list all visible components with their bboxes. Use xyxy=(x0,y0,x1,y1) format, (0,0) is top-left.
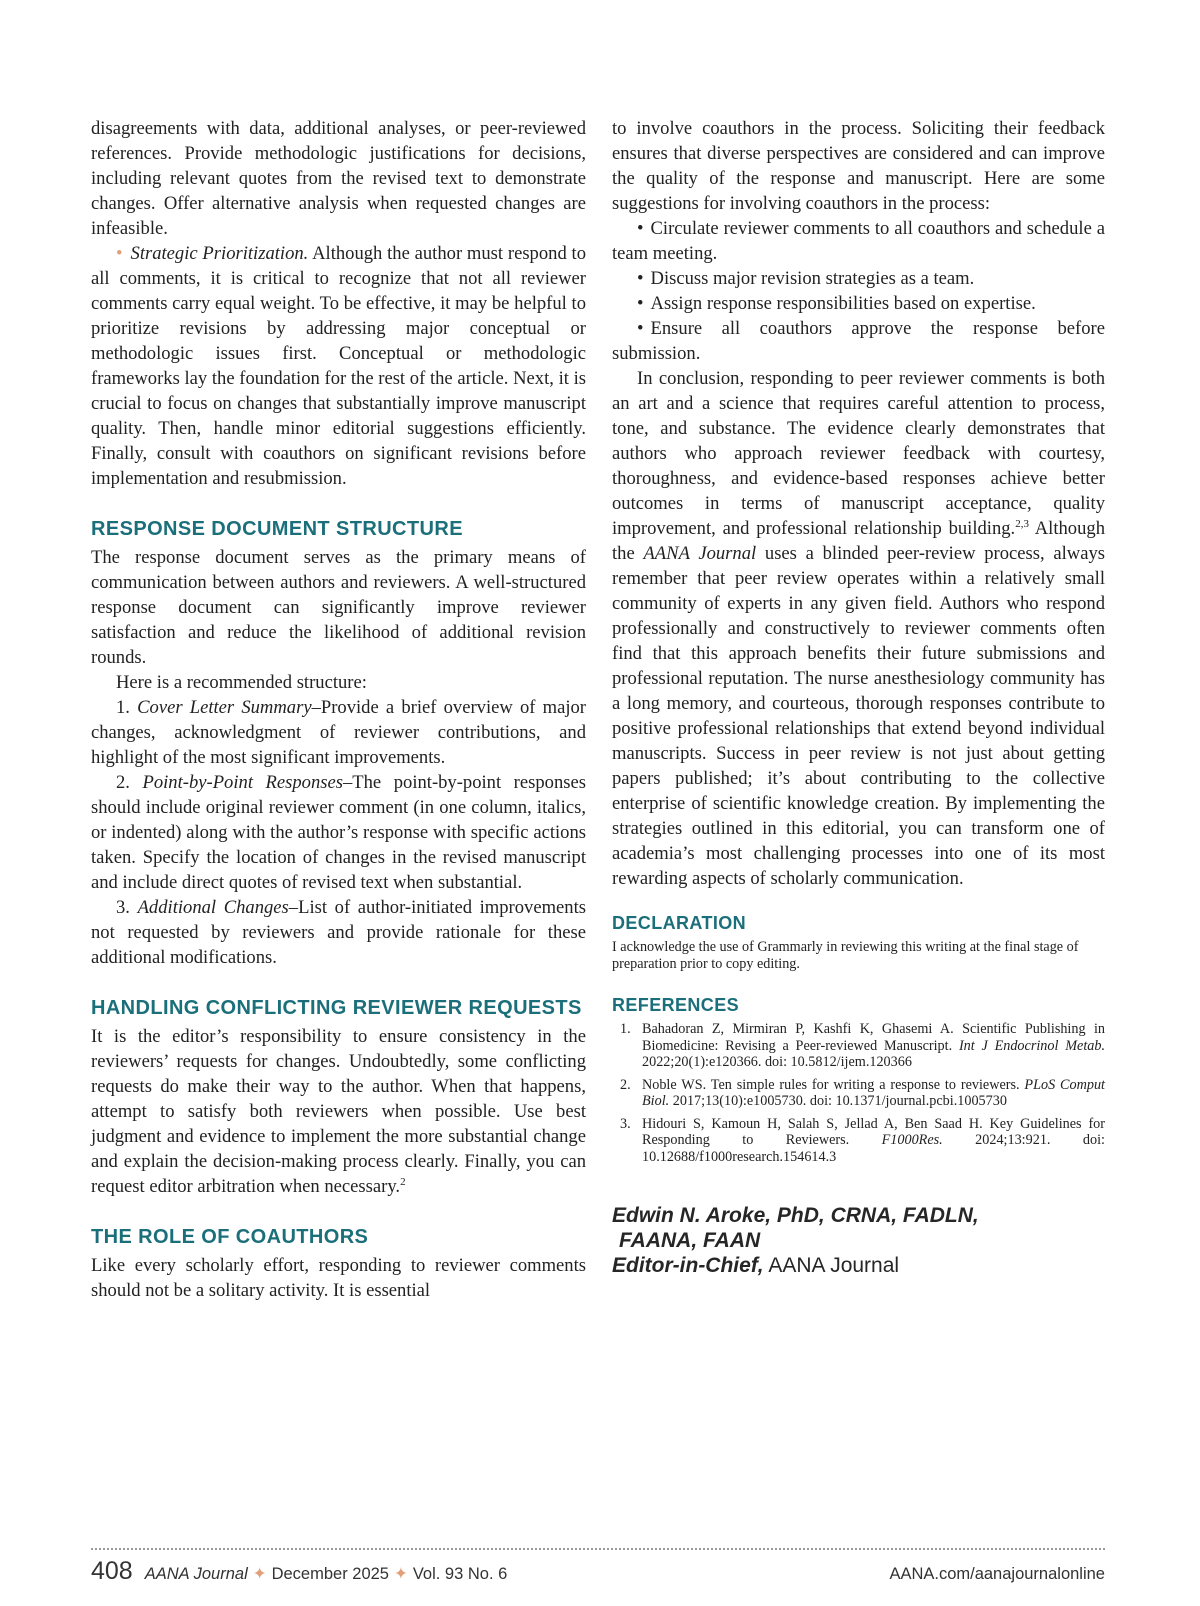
journal-name: AANA Journal xyxy=(643,543,757,564)
paragraph-text: In conclusion, responding to peer reviewer comments is both an art and a science that requires careful attention to process, tone, and substance. The evidence clearly demonstrates that authors who approach reviewer feedback with courtesy, thoroughness, and evidence-based responses achieve better outcomes in terms of manuscript acceptance, quality improvement, and professional relationship building. xyxy=(612,368,1105,539)
paragraph-text: uses a blinded peer-review process, always remember that peer review operates within a relatively small community of experts in any given field. Authors who respond professionally and constructively to reviewer comments often find that this approach benefits their future submissions and professional reputation. The nurse anesthesiology community has a long memory, and courteous, thorough responses contribute to positive professional relationships that extend beyond individual manuscripts. Success in peer review is not just about getting papers published; it’s about contributing to the collective enterprise of scientific knowledge creation. By implementing the strategies outlined in this editorial, you can transform one of academia’s most challenging processes into one of its most rewarding aspects of scholarly communication. xyxy=(612,543,1105,889)
list-item-text: –The point-by-point responses should include original reviewer comment (in one column, italics, or indented) along with the author’s response with specific actions taken. Specify the location of changes in the revised manuscript and include direct quotes of revised text when substantial. xyxy=(91,772,586,893)
footer-url: AANA.com/aanajournalonline xyxy=(889,1565,1105,1583)
reference-text: 2017;13(10):e1005730. doi: 10.1371/journal.pcbi.1005730 xyxy=(669,1093,1007,1109)
reference-number: 3. xyxy=(620,1115,631,1132)
reference-item xyxy=(612,1077,1105,1110)
heading-response-structure: RESPONSE DOCUMENT STRUCTURE xyxy=(91,518,463,540)
reference-text: Noble WS. Ten simple rules for writing a response to reviewers. xyxy=(642,1076,1025,1093)
reference-text: Hidouri S, Kamoun H, Salah S, Jellad A, Ben Saad H. Key Guidelines for Responding to Reviewers. xyxy=(642,1115,1105,1148)
bullet-item: • Circulate reviewer comments to all coauthors and schedule a team meeting. xyxy=(612,216,1105,266)
paragraph: to involve coauthors in the process. Soliciting their feedback ensures that diverse perspectives are considered and can improve the quality of the response and manuscript. Here are some suggestions for involving coauthors in the process: xyxy=(612,118,1105,214)
list-item-text: –Provide a brief overview of major changes, acknowledgment of reviewer contributions, and highlight of the most significant improvements. xyxy=(91,697,586,768)
footer-journal: AANA Journal xyxy=(144,1565,248,1583)
reference-text: Bahadoran Z, Mirmiran P, Kashfi K, Ghasemi A. Scientific Publishing in Biomedicine: Revising a Peer-reviewed Manuscript. xyxy=(642,1021,1105,1054)
bullet-item: • Assign response responsibilities based on expertise. xyxy=(612,291,1105,316)
list-item-text: –List of author-initiated improvements not requested by reviewers and provide rationale for these additional modifications. xyxy=(91,897,587,968)
paragraph: Like every scholarly effort, responding to reviewer comments should not be a solitary activity. It is essential xyxy=(91,1255,586,1301)
list-item xyxy=(91,770,586,895)
author-name: Edwin N. Aroke, PhD, CRNA, FADLN, xyxy=(612,1204,979,1227)
strategic-prioritization-paragraph xyxy=(91,241,586,491)
signature-block xyxy=(612,1203,1105,1278)
bullet-item: • Ensure all coauthors approve the response before submission. xyxy=(612,316,1105,366)
paragraph-text: It is the editor’s responsibility to ensure consistency in the reviewers’ requests for changes. Undoubtedly, some conflicting requests do make their way to the author. When that happens, attempt to satisfy both reviewers when possible. Use best judgment and evidence to implement the more substantial change and explain the decision-making process clearly. Finally, you can request editor arbitration when necessary. xyxy=(91,1026,586,1197)
plus-icon: ✦ xyxy=(252,1565,267,1583)
list-number: 3. xyxy=(116,897,138,918)
heading-conflicting-requests: HANDLING CONFLICTING REVIEWER REQUESTS xyxy=(91,997,582,1019)
list-item-title: Cover Letter Summary xyxy=(137,697,312,718)
right-column xyxy=(612,116,1105,1278)
list-item xyxy=(91,695,586,770)
reference-number: 1. xyxy=(620,1021,631,1037)
heading-references: REFERENCES xyxy=(612,995,740,1015)
reference-item xyxy=(612,1021,1105,1071)
reference-journal: PLoS Comput Biol. xyxy=(642,1076,1105,1109)
author-journal: AANA Journal xyxy=(763,1254,900,1277)
paragraph: The response document serves as the primary means of communication between authors and reviewers. A well-structured response document can significantly improve reviewer satisfaction and reduce the likelihood of additional revision rounds. xyxy=(91,547,586,668)
footer-divider xyxy=(91,1548,1105,1550)
page-footer xyxy=(91,1557,1105,1586)
paragraph: disagreements with data, additional analyses, or peer-reviewed references. Provide methodologic justifications for decisions, including relevant quotes from the revised text to demonstrate changes. Offer alternative analysis when requested changes are infeasible. xyxy=(91,118,586,239)
author-credentials: FAANA, FAAN xyxy=(619,1229,761,1252)
reference-text: 2022;20(1):e120366. doi: 10.5812/ijem.120366 xyxy=(642,1054,912,1070)
list-item-title: Additional Changes xyxy=(137,897,289,918)
list-number: 1. xyxy=(116,697,138,718)
list-number: 2. xyxy=(116,772,143,793)
plus-icon: ✦ xyxy=(393,1565,408,1583)
citation-superscript: 2 xyxy=(400,1175,406,1188)
paragraph-text: Although the author must respond to all comments, it is critical to recognize that not all reviewer comments carry equal weight. To be effective, it may be helpful to prioritize revisions by addressing major conceptual or methodologic issues first. Conceptual or methodologic frameworks lay the foundation for the rest of the article. Next, it is crucial to focus on changes that substantially improve manuscript quality. Then, handle minor editorial suggestions efficiently. Finally, consult with coauthors on significant revisions before implementation and resubmission. xyxy=(91,243,586,489)
heading-role-of-coauthors: THE ROLE OF COAUTHORS xyxy=(91,1226,369,1248)
footer-volume: Vol. 93 No. 6 xyxy=(412,1565,508,1583)
bullet-item: • Discuss major revision strategies as a team. xyxy=(612,266,1105,291)
list-item-title: Point-by-Point Responses xyxy=(142,772,343,793)
reference-item xyxy=(612,1116,1105,1166)
reference-number: 2. xyxy=(620,1076,631,1093)
strategic-prioritization-title: Strategic Prioritization. xyxy=(130,243,309,264)
left-column xyxy=(91,116,586,1303)
conclusion-paragraph xyxy=(612,366,1105,891)
paragraph: Here is a recommended structure: xyxy=(116,672,367,693)
page-number: 408 xyxy=(91,1557,133,1585)
reference-journal: Int J Endocrinol Metab. xyxy=(958,1037,1105,1054)
list-item xyxy=(91,895,586,970)
paragraph-text: Although the xyxy=(612,518,1105,564)
reference-text: 2024;13:921. doi: 10.12688/f1000research.154614.3 xyxy=(642,1132,1105,1165)
citation-superscript: 2,3 xyxy=(1015,517,1029,530)
bullet-dot-icon xyxy=(116,243,131,264)
reference-journal: F1000Res. xyxy=(881,1132,943,1148)
author-title: Editor-in-Chief, xyxy=(612,1254,764,1277)
heading-declaration: DECLARATION xyxy=(612,913,747,933)
footer-date: December 2025 xyxy=(271,1565,389,1583)
declaration-text: I acknowledge the use of Grammarly in reviewing this writing at the final stage of preparation prior to copy editing. xyxy=(612,939,1079,972)
paragraph xyxy=(91,1024,586,1199)
reference-list xyxy=(612,1021,1105,1165)
